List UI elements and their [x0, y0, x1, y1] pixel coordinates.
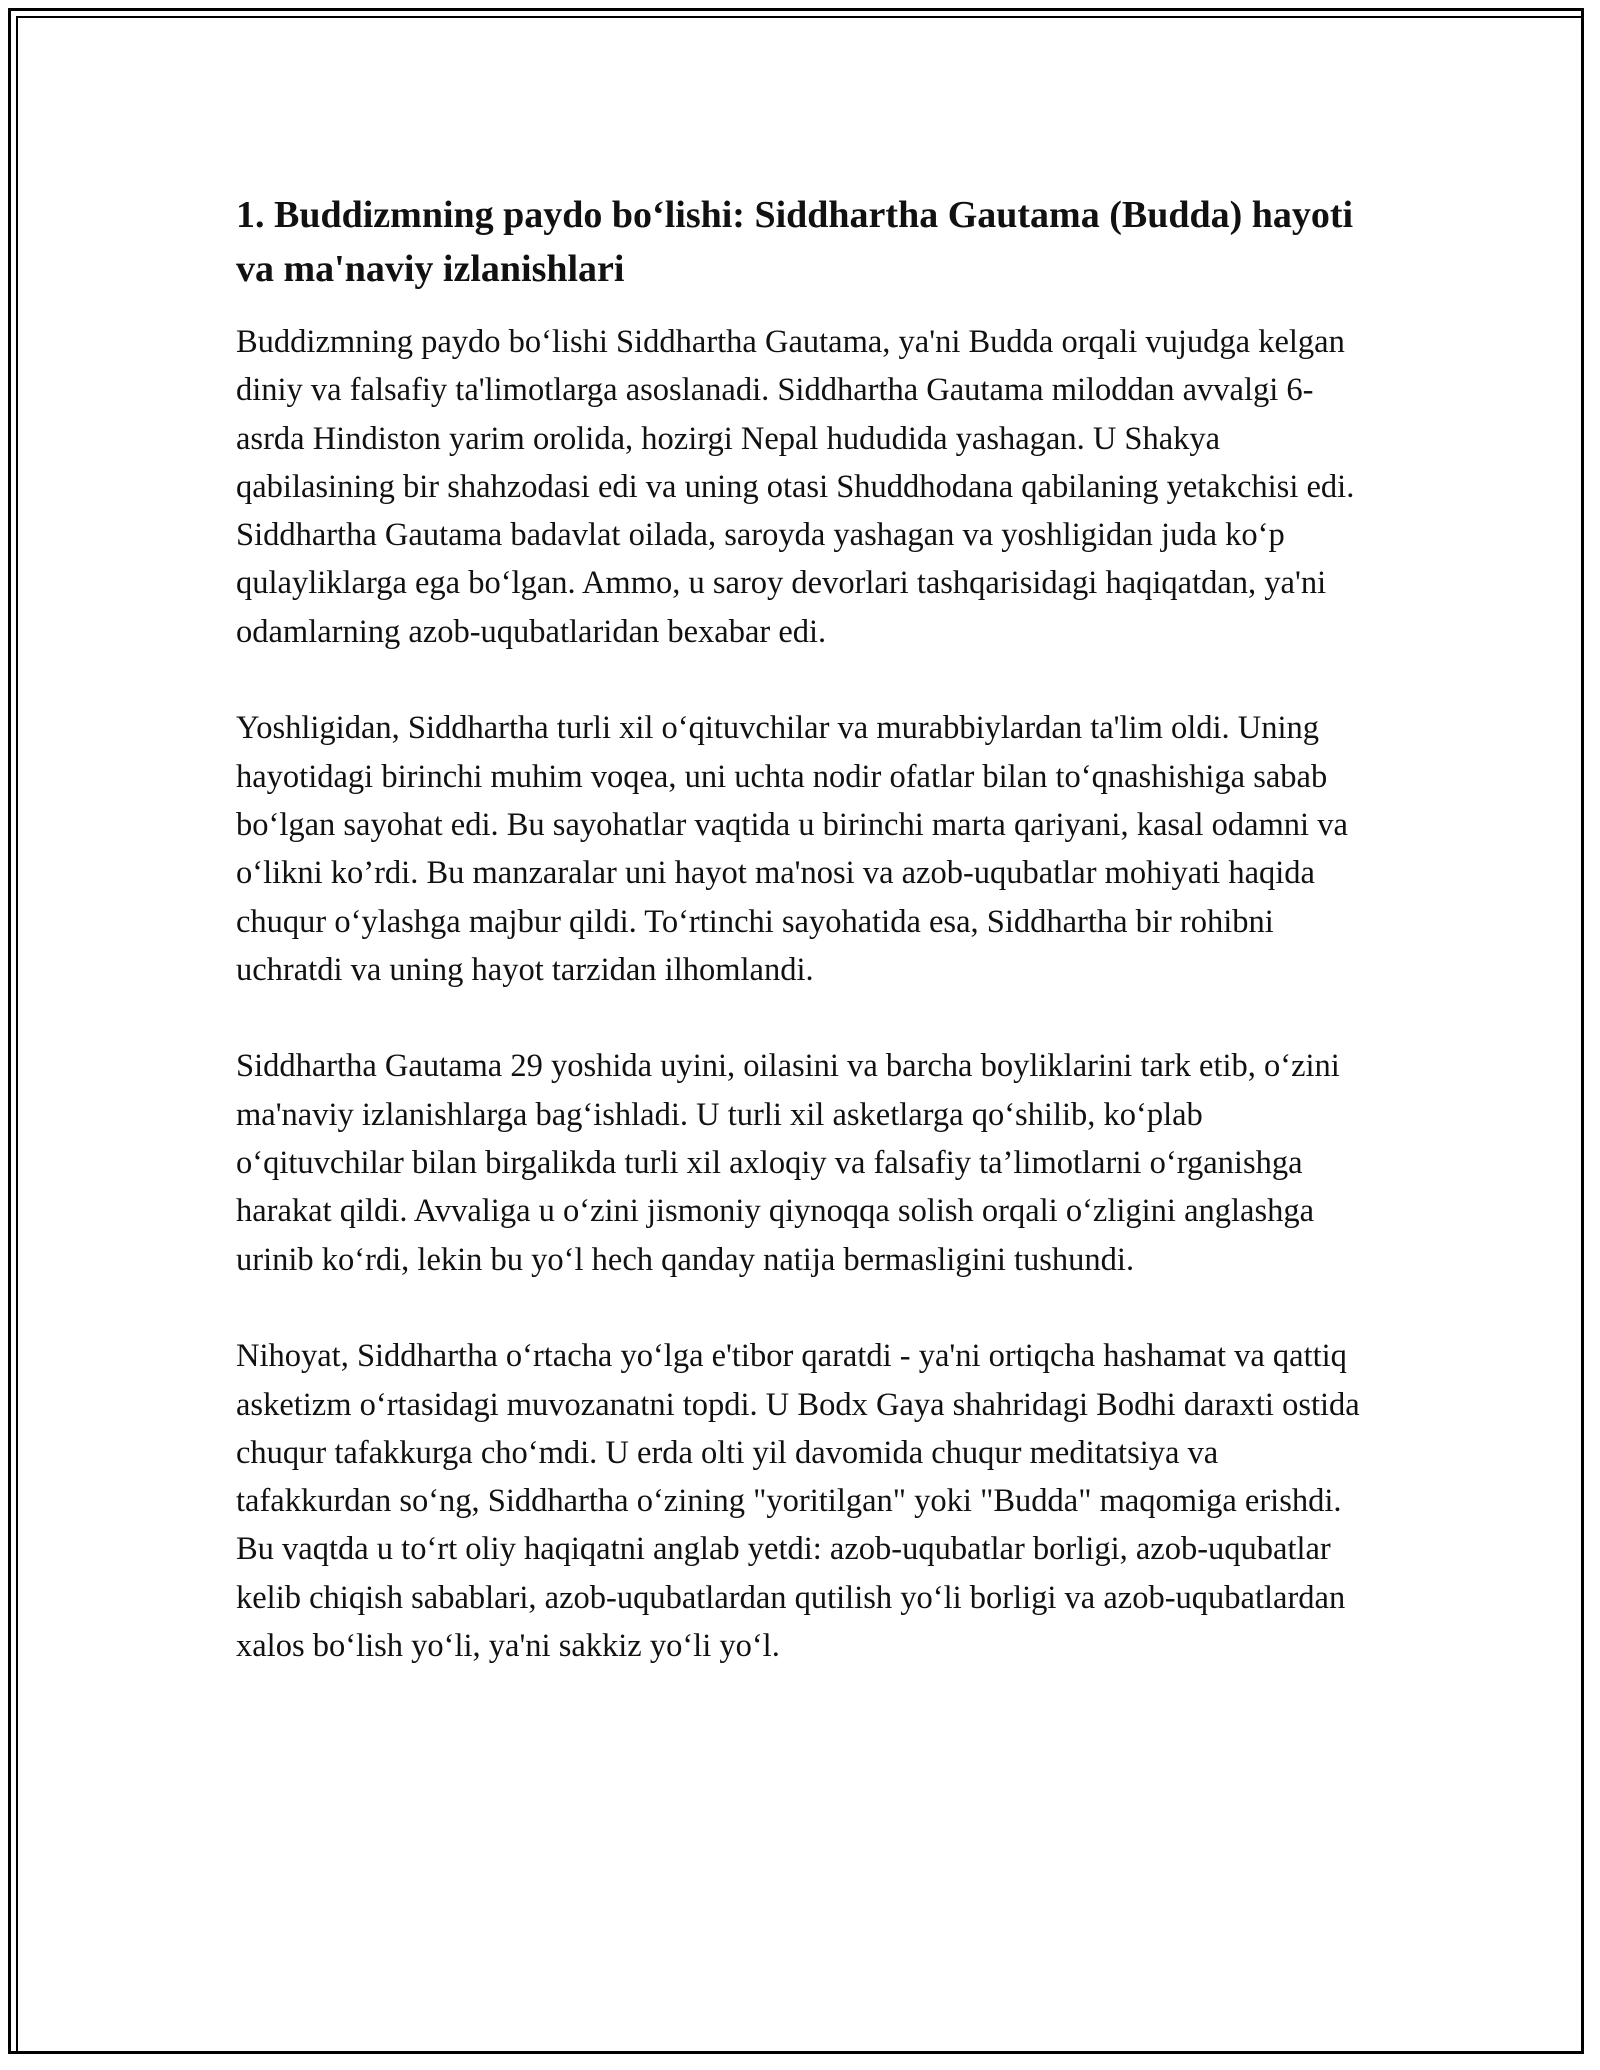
paragraph-3: Siddhartha Gautama 29 yoshida uyini, oilasini va barcha boyliklarini tark etib, o‘zini ma'naviy izlanishlarga bag‘ishladi. U turli xil asketlarga qo‘shilib, ko‘plab o‘qituvchilar bilan birgalikda turli xil axloqiy va falsafiy ta’limotlarni o‘rganishga harakat qildi. Avvaliga u o‘zini jismoniy qiynoqqa solish orqali o‘zligini anglashga urinib ko‘rdi, lekin bu yo‘l hech qanday natija bermasligini tushundi.: [236, 1048, 1340, 1278]
section-heading: 1. Buddizmning paydo bo‘lishi: Siddhartha Gautama (Budda) hayoti va ma'naviy izlanishlari: [236, 194, 1354, 290]
document-content: [236, 188, 1370, 1670]
paragraph-1: Buddizmning paydo bo‘lishi Siddhartha Gautama, ya'ni Budda orqali vujudga kelgan diniy va falsafiy ta'limotlarga asoslanadi. Siddhartha Gautama miloddan avvalgi 6-asrda Hindiston yarim orolida, hozirgi Nepal hududida yashagan. U Shakya qabilasining bir shahzodasi edi va uning otasi Shuddhodana qabilaning yetakchisi edi. Siddhartha Gautama badavlat oilada, saroyda yashagan va yoshligidan juda ko‘p qulayliklarga ega bo‘lgan. Ammo, u saroy devorlari tashqarisidagi haqiqatdan, ya'ni odamlarning azob-uqubatlaridan bexabar edi.: [236, 324, 1355, 650]
paragraph-4: Nihoyat, Siddhartha o‘rtacha yo‘lga e'tibor qaratdi - ya'ni ortiqcha hashamat va qattiq asketizm o‘rtasidagi muvozanatni topdi. U Bodx Gaya shahridagi Bodhi daraxti ostida chuqur tafakkurga cho‘mdi. U erda olti yil davomida chuqur meditatsiya va tafakkurdan so‘ng, Siddhartha o‘zining "yoritilgan" yoki "Budda" maqomiga erishdi. Bu vaqtda u to‘rt oliy haqiqatni anglab yetdi: azob-uqubatlar borligi, azob-uqubatlar kelib chiqish sabablari, azob-uqubatlardan qutilish yo‘li borligi va azob-uqubatlardan xalos bo‘lish yo‘li, ya'ni sakkiz yo‘li yo‘l.: [236, 1338, 1360, 1665]
paragraph-2: Yoshligidan, Siddhartha turli xil o‘qituvchilar va murabbiylardan ta'lim oldi. Uning hayotidagi birinchi muhim voqea, uni uchta nodir ofatlar bilan to‘qnashishiga sabab bo‘lgan sayohat edi. Bu sayohatlar vaqtida u birinchi marta qariyani, kasal odamni va o‘likni ko’rdi. Bu manzaralar uni hayot ma'nosi va azob-uqubatlar mohiyati haqida chuqur o‘ylashga majbur qildi. To‘rtinchi sayohatida esa, Siddhartha bir rohibni uchratdi va uning hayot tarzidan ilhomlandi.: [236, 710, 1348, 988]
